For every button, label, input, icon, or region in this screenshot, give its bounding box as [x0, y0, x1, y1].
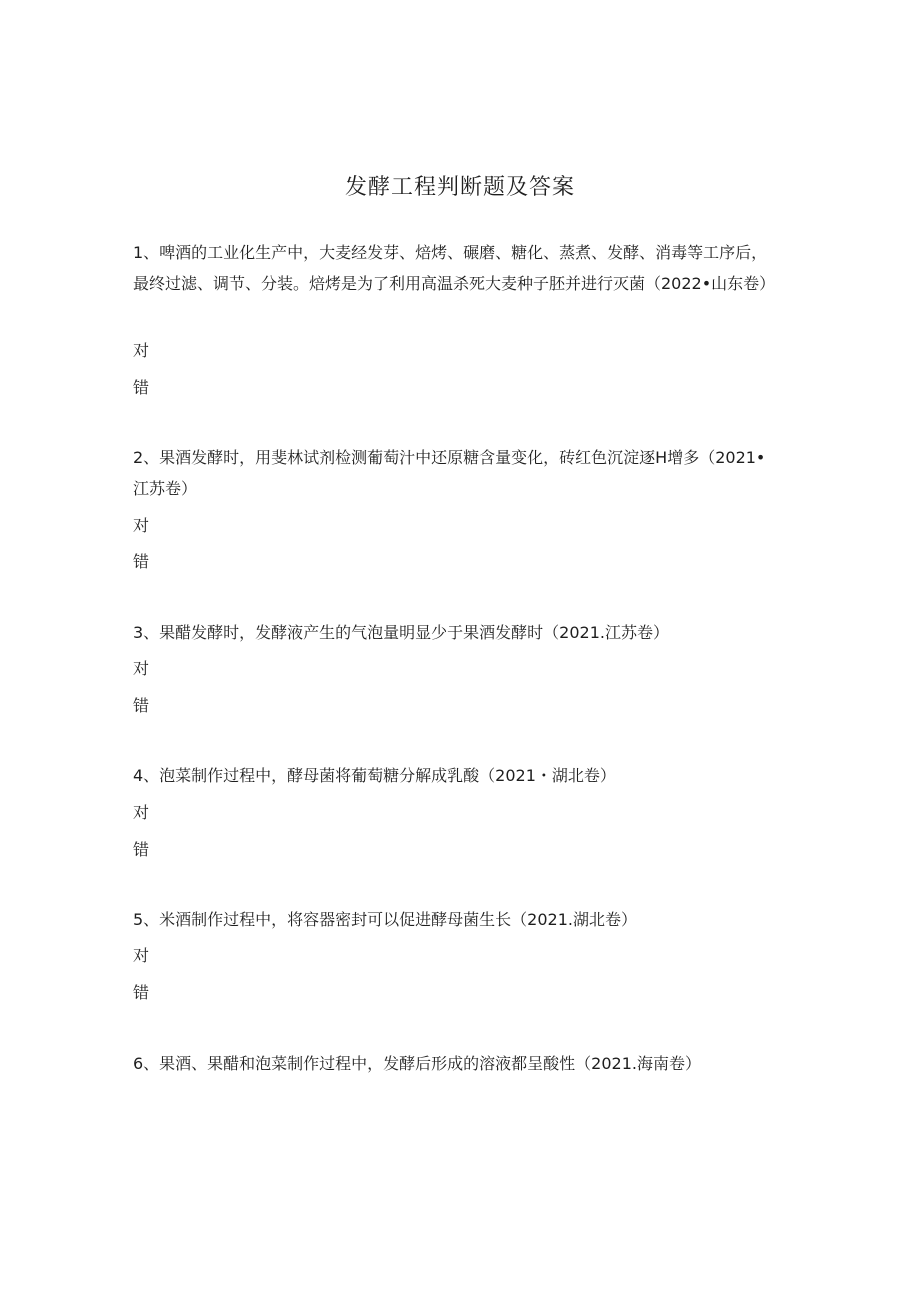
- question-3-text: 3、果醋发酵时，发酵液产生的气泡量明显少于果酒发酵时（2021.江苏卷）: [133, 623, 669, 642]
- question-5-option-true[interactable]: 对: [133, 946, 150, 965]
- question-6-text: 6、果酒、果醋和泡菜制作过程中，发酵后形成的溶液都呈酸性（2021.海南卷）: [133, 1054, 701, 1073]
- question-3-option-true[interactable]: 对: [133, 659, 150, 678]
- question-3-option-false[interactable]: 错: [133, 696, 150, 715]
- question-5-text: 5、米酒制作过程中，将容器密封可以促进酵母菌生长（2021.湖北卷）: [133, 910, 637, 929]
- question-2-option-true[interactable]: 对: [133, 516, 150, 535]
- question-4-option-false[interactable]: 错: [133, 840, 150, 859]
- question-1-text: 1、啤酒的工业化生产中，大麦经发芽、焙烤、碾磨、糖化、蒸煮、发酵、消毒等工序后，最终过滤、调节、分装。焙烤是为了利用高温杀死大麦种子胚并进行灭菌（2022•山东卷）: [133, 243, 776, 293]
- question-1-option-true[interactable]: 对: [133, 341, 150, 360]
- question-4-option-true[interactable]: 对: [133, 803, 150, 822]
- page-title: 发酵工程判断题及答案: [344, 175, 575, 200]
- question-5-option-false[interactable]: 错: [133, 983, 150, 1002]
- question-2-text: 2、果酒发酵时，用斐林试剂检测葡萄汁中还原糖含量变化，砖红色沉淀逐H增多（2021•江苏卷）: [133, 448, 766, 498]
- question-2-option-false[interactable]: 错: [133, 552, 150, 571]
- question-1-option-false[interactable]: 错: [133, 378, 150, 397]
- question-4-text: 4、泡菜制作过程中，酵母菌将葡萄糖分解成乳酸（2021・湖北卷）: [133, 766, 616, 785]
